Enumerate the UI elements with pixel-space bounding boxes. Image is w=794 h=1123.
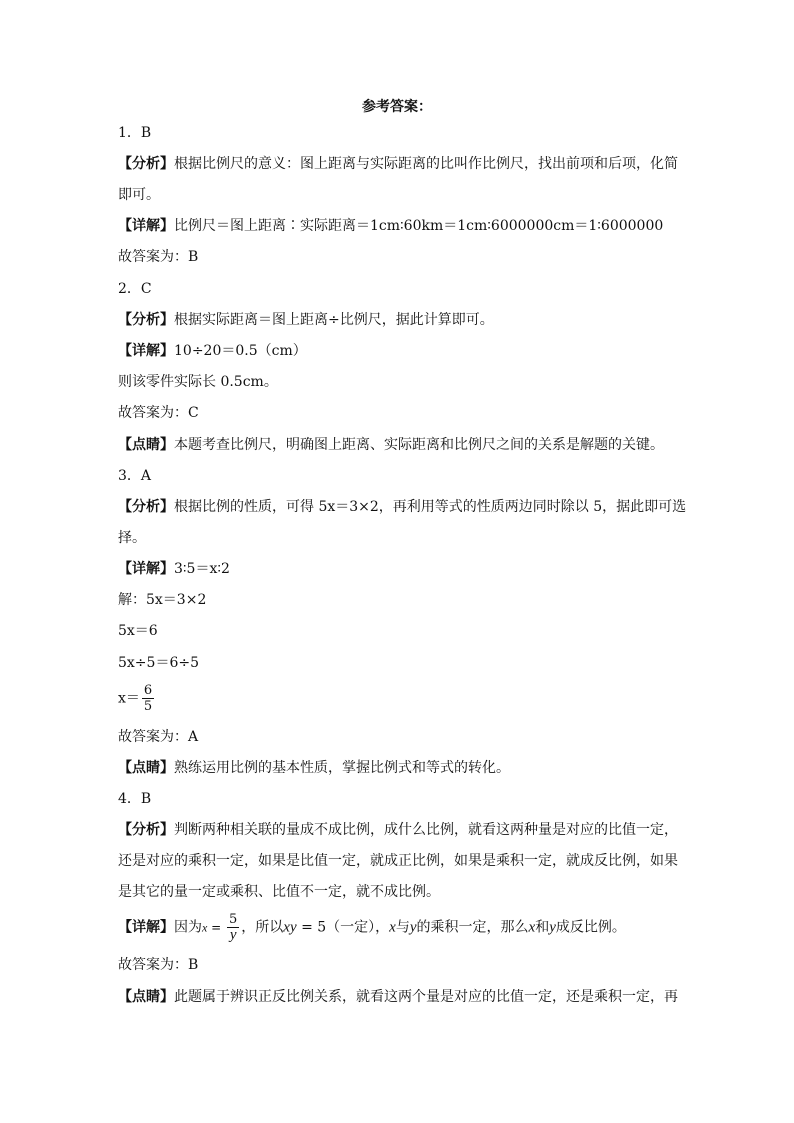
q1-number: 1．B [118,125,152,141]
q3-step-2: 5x＝6 [118,623,158,639]
q2-comment: 【点睛】本题考查比例尺，明确图上距离、实际距离和比例尺之间的关系是解题的关键。 [118,437,664,453]
fraction: $\frac{5}{y}$ [229,912,238,943]
q4-analysis: 【分析】判断两种相关联的量成不成比例，成什么比例，就看这两种量是对应的比值一定， [118,822,678,838]
q1-detail: 【详解】比例尺＝图上距离∶实际距离＝1cm∶60km＝1cm∶6000000cm＝1∶6000000 [118,218,664,234]
q4-analysis-cont-2: 是其它的量一定或乘积、比值不一定，就不成比例。 [118,884,440,900]
detail-tag: 【详解】 [118,561,174,577]
analysis-tag: 【分析】 [118,499,174,515]
q3-analysis-cont: 择。 [118,530,146,546]
q3-step-4: x＝ $\frac{6}{5}$ [118,683,153,714]
analysis-tag: 【分析】 [118,312,174,328]
q4-number: 4．B [118,791,152,807]
comment-tag: 【点睛】 [118,437,174,453]
q4-analysis-cont-1: 还是对应的乘积一定，如果是比值一定，就成正比例，如果是乘积一定，就成反比例，如果 [118,853,678,869]
q3-number: 3．A [118,468,152,484]
detail-tag: 【详解】 [118,919,174,936]
q3-comment: 【点睛】熟练运用比例的基本性质，掌握比例式和等式的转化。 [118,760,510,776]
q2-answer: 故答案为：C [118,405,199,421]
q3-detail: 【详解】3∶5＝x∶2 [118,561,230,577]
q2-detail-cont: 则该零件实际长 0.5cm。 [118,374,278,390]
q3-step-3: 5x÷5＝6÷5 [118,655,199,671]
q4-comment: 【点睛】此题属于辨识正反比例关系，就看这两个量是对应的比值一定，还是乘积一定，再 [118,989,678,1005]
detail-tag: 【详解】 [118,218,174,234]
comment-tag: 【点睛】 [118,760,174,776]
q3-answer: 故答案为：A [118,729,199,745]
q3-analysis: 【分析】根据比例的性质，可得 5x＝3×2，再利用等式的性质两边同时除以 5，据此即可选 [118,499,687,515]
q1-analysis-cont: 即可。 [118,187,160,203]
q1-analysis: 【分析】根据比例尺的意义：图上距离与实际距离的比叫作比例尺，找出前项和后项，化简 [118,156,678,172]
analysis-tag: 【分析】 [118,156,174,172]
q4-answer: 故答案为：B [118,957,199,973]
q4-detail: 【详解】因为x = $\frac{5}{y}$ ，所以xy = 5（一定），x与y的乘积一定，那么x和y成反比例。 [118,912,626,943]
analysis-tag: 【分析】 [118,822,174,838]
q2-detail: 【详解】10÷20＝0.5（cm） [118,343,307,359]
page-title: 参考答案： [362,99,432,115]
detail-tag: 【详解】 [118,343,174,359]
q2-number: 2．C [118,281,152,297]
q3-step-1: 解：5x＝3×2 [118,592,207,608]
q2-analysis: 【分析】根据实际距离＝图上距离÷比例尺，据此计算即可。 [118,312,494,328]
comment-tag: 【点睛】 [118,989,174,1005]
q1-answer: 故答案为：B [118,249,199,265]
fraction: $\frac{6}{5}$ [143,683,153,714]
